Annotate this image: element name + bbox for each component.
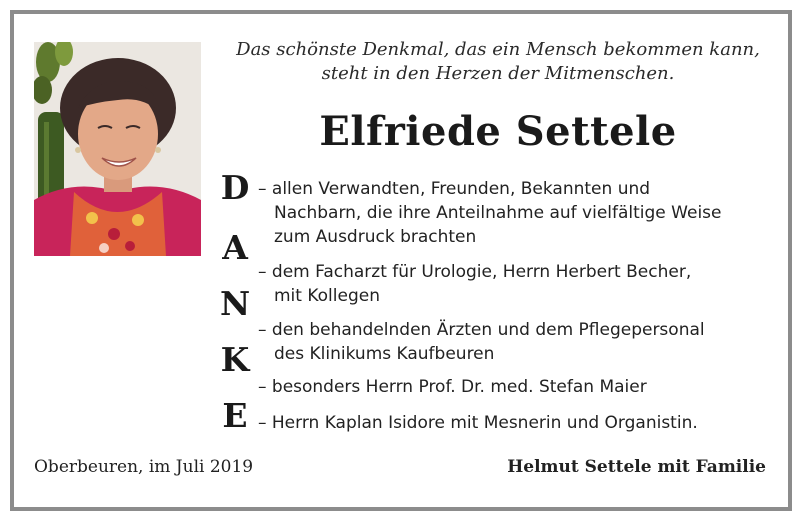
danke-letter-e: E	[222, 396, 248, 435]
thanks-item-urologist	[258, 260, 691, 308]
deceased-name: Elfriede Settele	[319, 108, 677, 155]
danke-letter-a: A	[222, 228, 248, 267]
thanks-line: – besonders Herrn Prof. Dr. med. Stefan Maier	[258, 377, 647, 397]
thanks-line: – dem Facharzt für Urologie, Herrn Herbert Becher,	[258, 262, 692, 282]
place-date: Oberbeuren, im Juli 2019	[34, 457, 254, 477]
thanks-line: zum Ausdruck brachten	[274, 227, 477, 247]
thanks-item-relatives	[258, 177, 721, 249]
thanks-line: – allen Verwandten, Freunden, Bekannten und	[258, 179, 651, 199]
portrait-illustration	[34, 42, 201, 256]
thanks-line: des Klinikums Kaufbeuren	[274, 344, 495, 364]
thanks-item-chaplain	[258, 411, 698, 435]
danke-letter-d: D	[220, 168, 250, 207]
family-signature: Helmut Settele mit Familie	[507, 457, 766, 477]
thanks-item-professor	[258, 375, 647, 399]
thanks-item-clinic	[258, 318, 705, 366]
thanks-line: mit Kollegen	[274, 286, 380, 306]
danke-letter-n: N	[220, 284, 251, 323]
quote-line-1: Das schönste Denkmal, das ein Mensch bekommen kann,	[236, 39, 760, 60]
thanks-line: – den behandelnden Ärzten und dem Pflegepersonal	[258, 320, 705, 340]
thanks-line: – Herrn Kaplan Isidore mit Mesnerin und Organistin.	[258, 413, 698, 433]
memorial-quote	[230, 38, 766, 86]
portrait-photo	[34, 42, 201, 256]
quote-line-2: steht in den Herzen der Mitmenschen.	[321, 63, 675, 84]
danke-letter-k: K	[220, 340, 250, 379]
thanks-line: Nachbarn, die ihre Anteilnahme auf vielfältige Weise	[274, 203, 722, 223]
